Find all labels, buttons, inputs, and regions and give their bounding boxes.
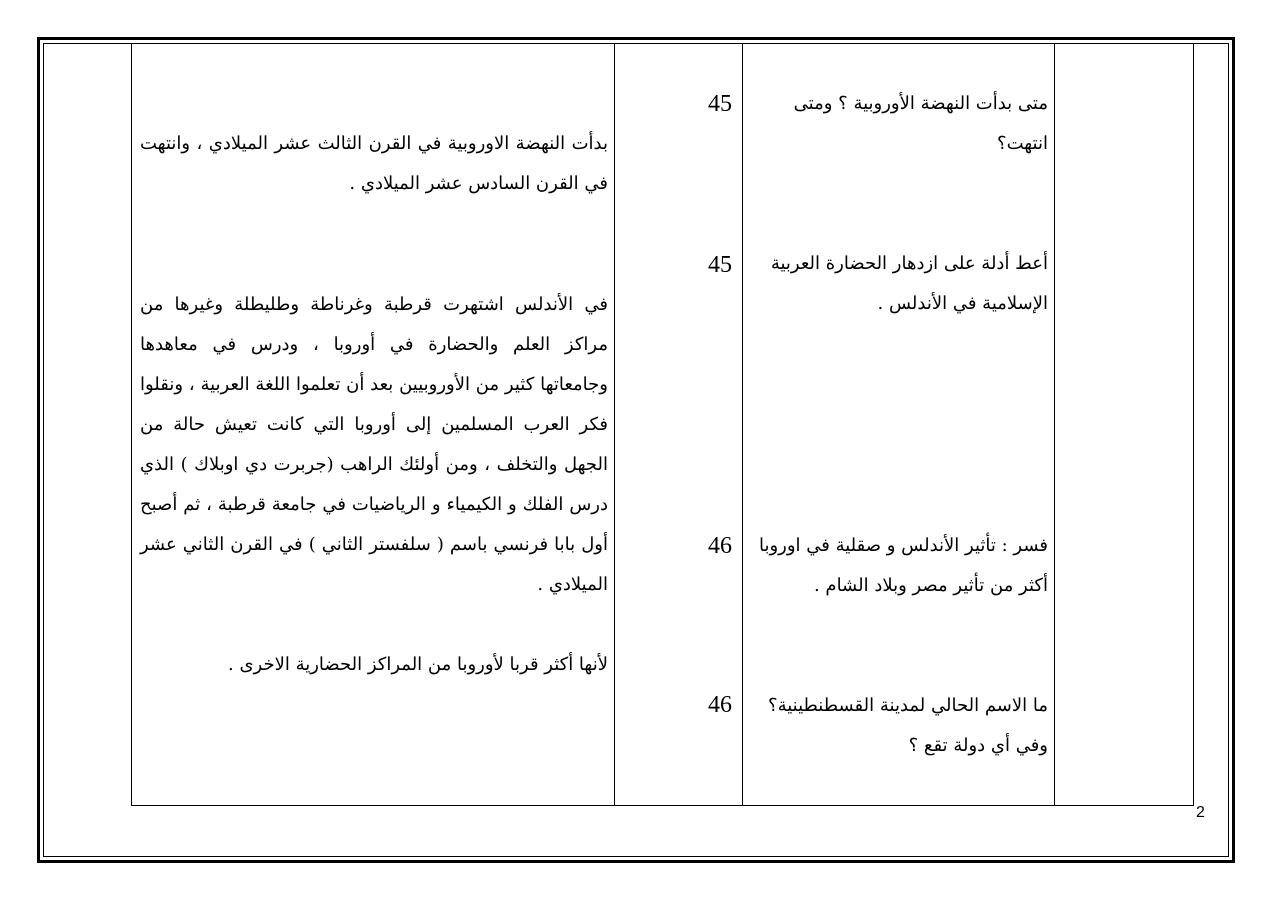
page-reference: 45	[708, 252, 732, 278]
column-divider-page	[742, 43, 743, 806]
page-reference: 45	[708, 91, 732, 117]
column-divider-answer	[614, 43, 615, 806]
page-number: 2	[1196, 804, 1205, 821]
answer-cell: في الأندلس اشتهرت قرطبة وغرناطة وطليطلة وغيرها من مراكز العلم والحضارة في أوروبا ، ودرس في معاهدها وجامعاتها كثير من الأوروبيين بعد أن تعلموا اللغة العربية ، ونقلوا فكر العرب المسلمين إلى أوروبا التي كانت تعيش حالة من الجهل والتخلف ، ومن أولئك الراهب (جربرت دي اوبلاك ) الذي درس الفلك و الكيمياء و الرياضيات في جامعة قرطبة ، ثم أصبح أول بابا فرنسي باسم ( سلفستر الثاني ) في القرن الثاني عشر الميلادي .	[140, 294, 608, 595]
question-cell: فسر : تأثير الأندلس و صقلية في اوروبا أكثر من تأثير مصر وبلاد الشام .	[758, 535, 1048, 596]
question-cell: ما الاسم الحالي لمدينة القسطنطينية؟ وفي أي دولة تقع ؟	[768, 695, 1048, 756]
question-cell: أعط أدلة على ازدهار الحضارة العربية الإسلامية في الأندلس .	[770, 253, 1048, 314]
page-reference: 46	[708, 533, 732, 559]
question-cell: متى بدأت النهضة الأوروبية ؟ ومتى انتهت؟	[793, 93, 1048, 154]
answer-cell: لأنها أكثر قربا لأوروبا من المراكز الحضارية الاخرى .	[228, 654, 608, 675]
answer-cell: بدأت النهضة الاوروبية في القرن الثالث عشر الميلادي ، وانتهت في القرن السادس عشر الميلادي .	[140, 133, 608, 194]
page-reference: 46	[708, 692, 732, 718]
column-divider-question	[1054, 43, 1055, 806]
